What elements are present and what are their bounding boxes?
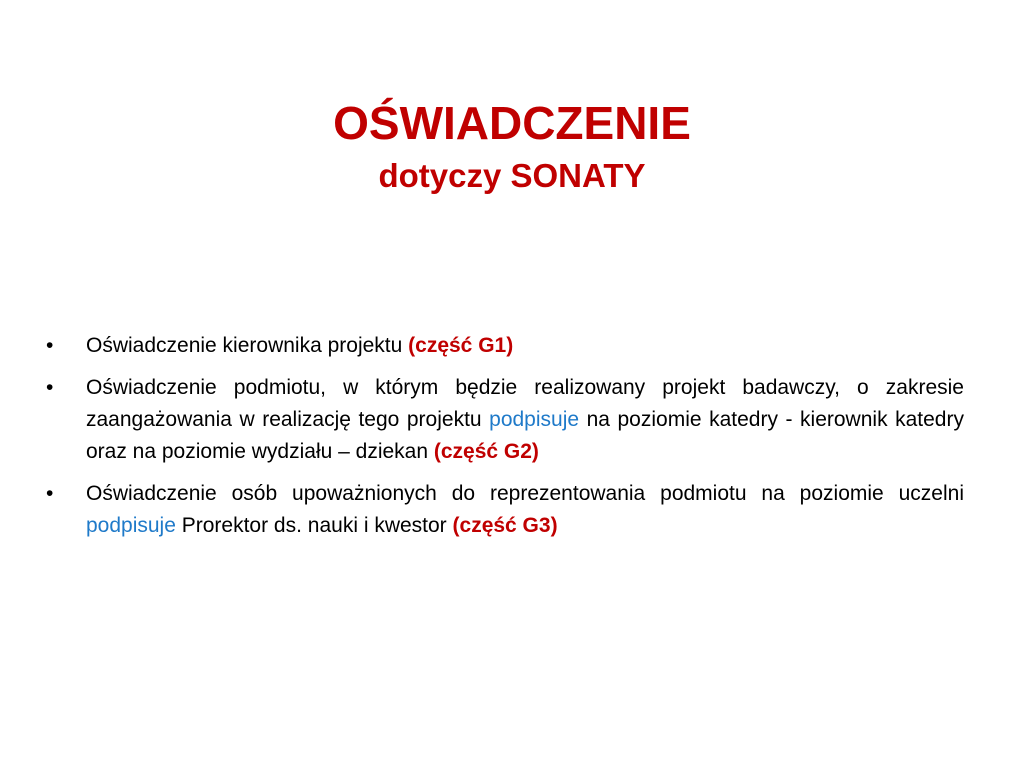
bullet-text [86, 330, 964, 362]
bullet-list [46, 330, 964, 552]
bullet-text-plain: Prorektor ds. nauki i kwestor [175, 514, 453, 537]
bullet-text-plain: Oświadczenie osób upoważnionych do reprezentowania podmiotu na poziomie uczelni [86, 482, 964, 505]
bullet-text-plain: na poziomie katedry - kierownik katedry oraz na poziomie wydziału – dziekan [86, 408, 964, 463]
part-reference: (część G1) [408, 334, 514, 357]
part-reference: (część G3) [452, 514, 558, 537]
signer-keyword: podpisuje [86, 514, 176, 537]
bullet-item-g2 [46, 372, 964, 468]
slide-title: OŚWIADCZENIE [333, 97, 691, 149]
signer-keyword: podpisuje [489, 408, 580, 431]
bullet-text-plain: Oświadczenie podmiotu, w którym będzie realizowany projekt badawczy, o zakresie zaangażowania w realizację tego projektu [86, 376, 964, 431]
bullet-dot-icon: • [46, 376, 54, 399]
part-reference: (część G2) [433, 440, 539, 463]
bullet-text-plain: Oświadczenie kierownika projektu [86, 334, 409, 357]
bullet-item-g3 [46, 478, 964, 542]
bullet-dot-icon: • [46, 334, 54, 357]
bullet-text [86, 478, 964, 542]
bullet-item-g1 [46, 330, 964, 362]
bullet-text [86, 372, 964, 468]
title-block [0, 96, 1024, 196]
bullet-dot-icon: • [46, 482, 54, 505]
slide-subtitle: dotyczy SONATY [378, 157, 646, 194]
